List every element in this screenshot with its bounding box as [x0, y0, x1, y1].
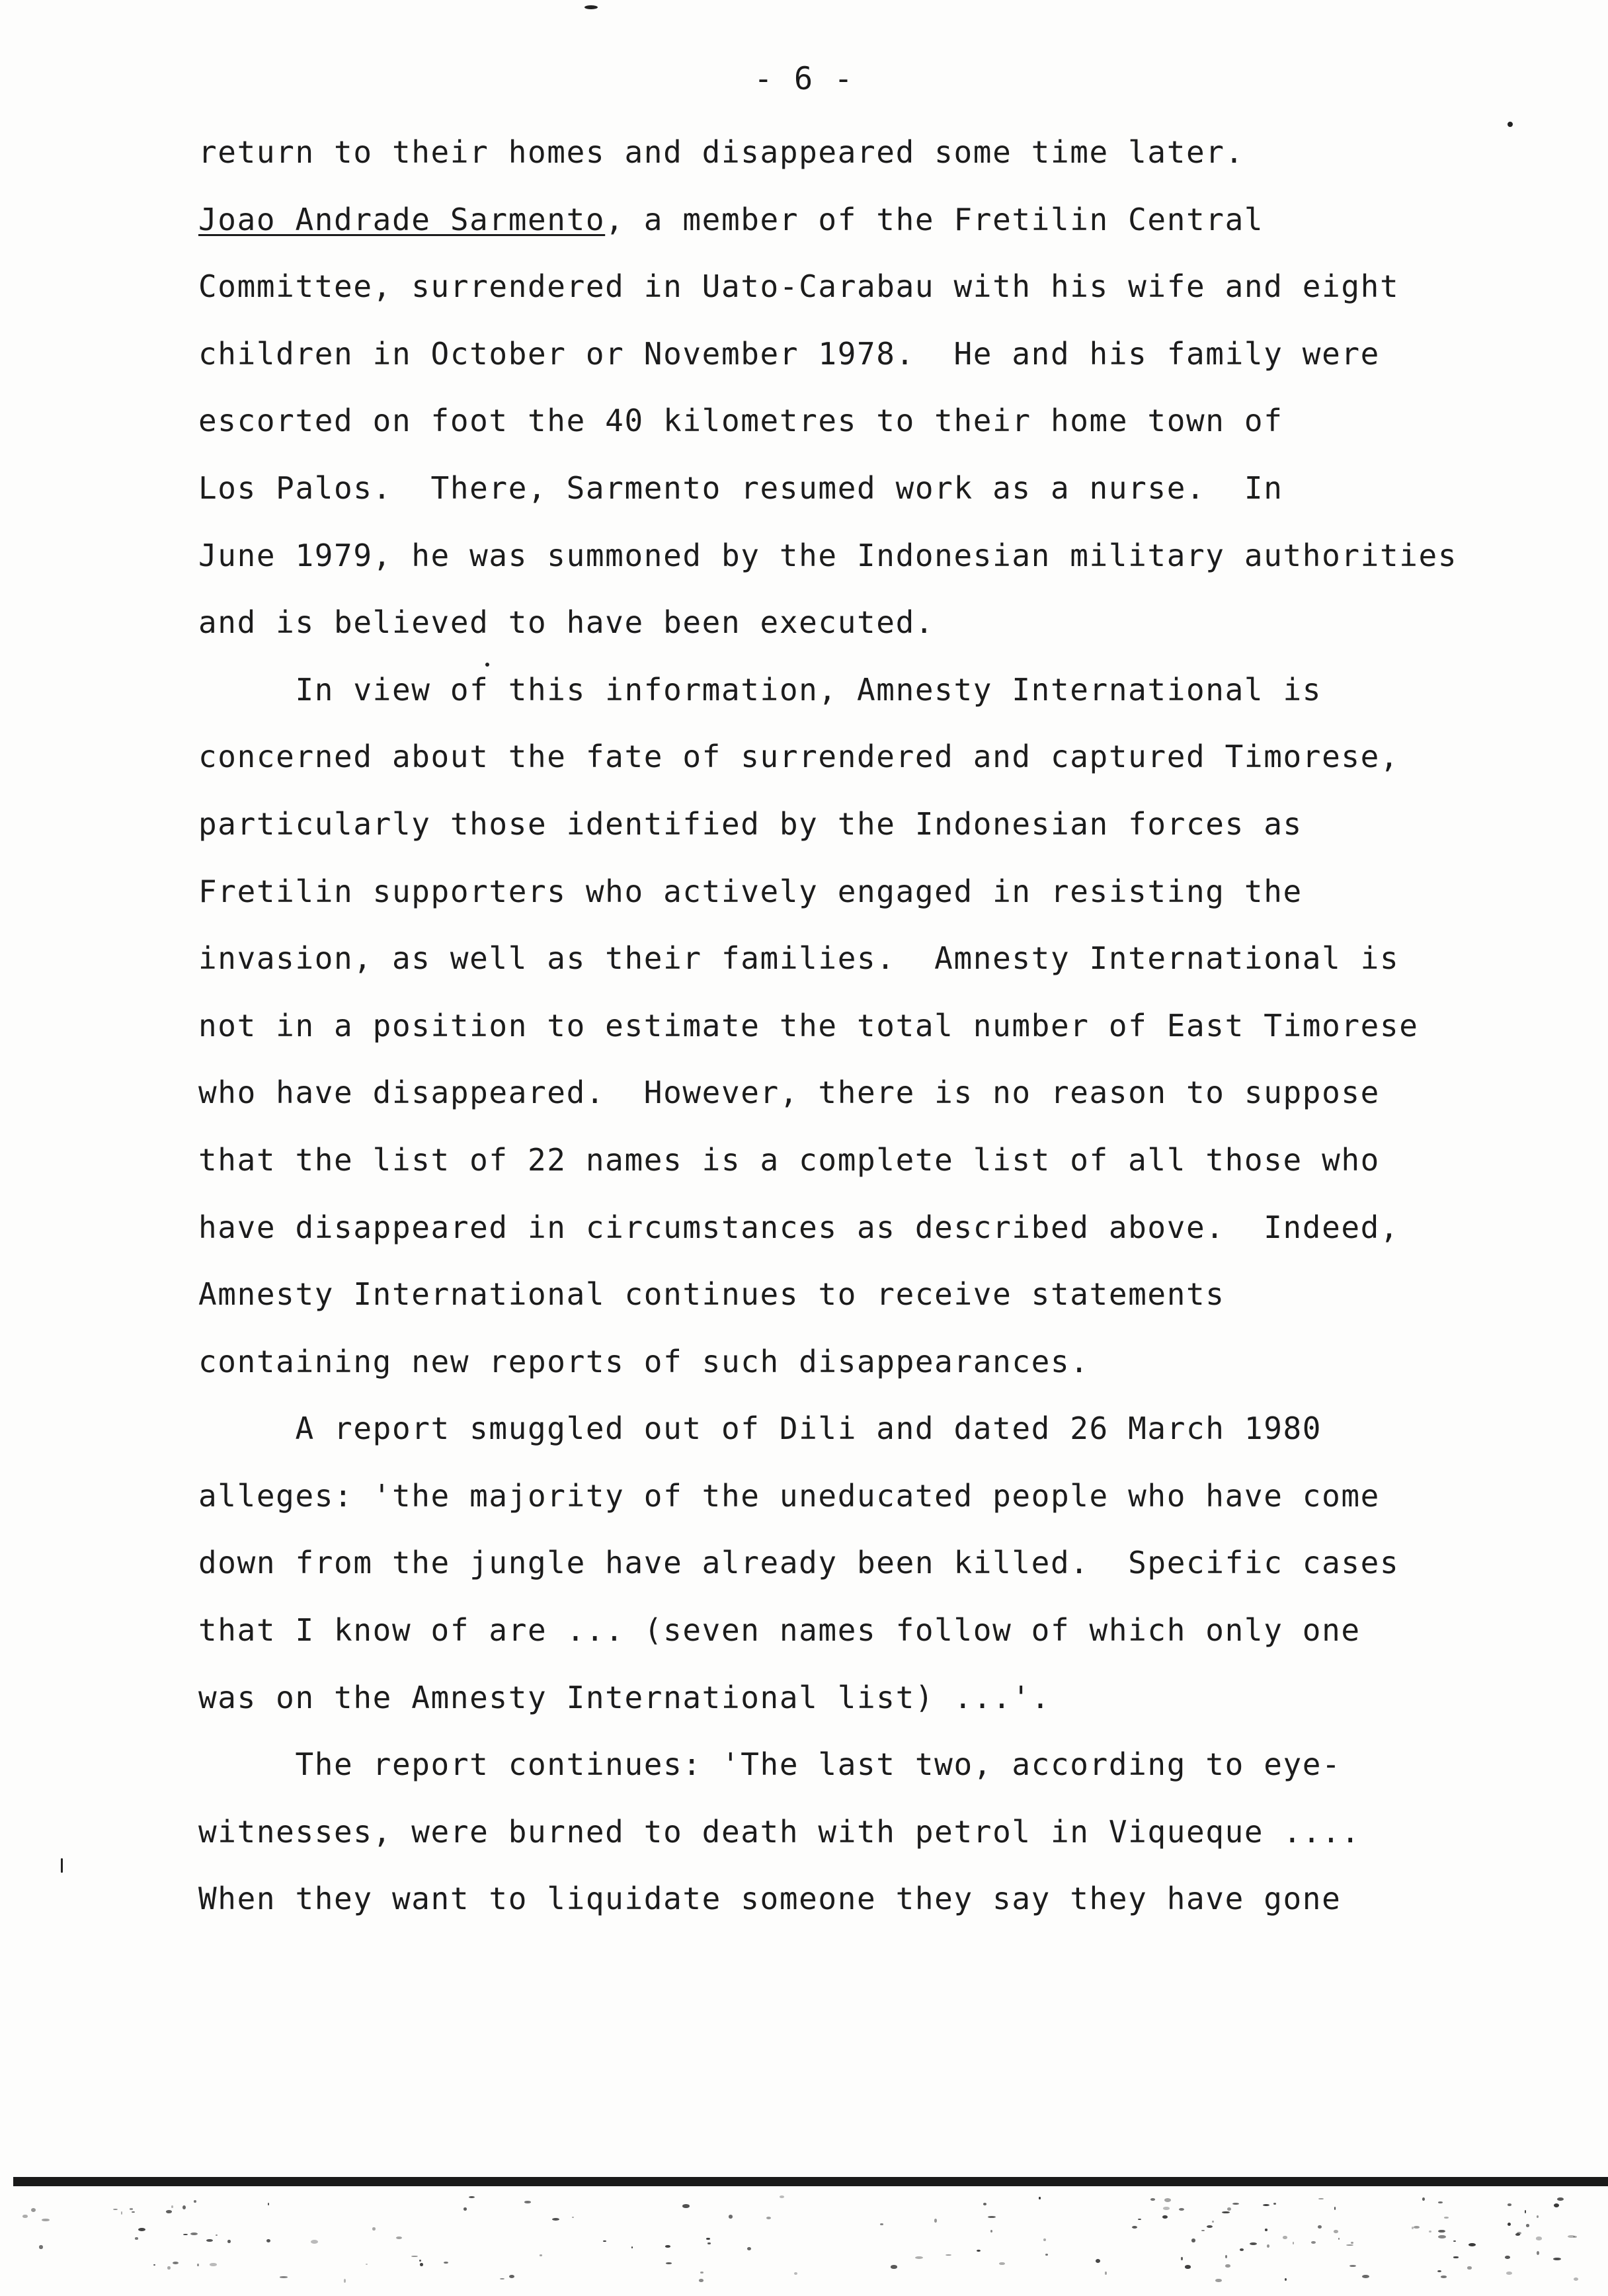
- text-line: that I know of are ... (seven names follow of which only one: [198, 1612, 1361, 1649]
- scan-speck: [1444, 2217, 1449, 2218]
- scan-speck: [729, 2215, 733, 2219]
- scan-speck: [1045, 2254, 1048, 2256]
- scan-speck: [31, 2208, 36, 2212]
- text-line: and is believed to have been executed.: [198, 604, 935, 641]
- scan-speck: [699, 2279, 704, 2282]
- scan-speck: [167, 2266, 170, 2270]
- scan-speck: [420, 2263, 423, 2266]
- scan-speck: [603, 2240, 606, 2242]
- scan-speck: [132, 2211, 135, 2213]
- scan-speck: [1105, 2272, 1106, 2275]
- scan-speck: [1163, 2207, 1170, 2210]
- scan-speck: [1318, 2198, 1324, 2200]
- scan-speck: [1508, 2203, 1511, 2205]
- scan-speck: [1505, 2256, 1510, 2259]
- scan-speck: [280, 2276, 288, 2277]
- text-line: Los Palos. There, Sarmento resumed work as a nurse. In: [198, 470, 1283, 506]
- scan-speck: [227, 2240, 231, 2244]
- scan-speck: [190, 2233, 198, 2235]
- scan-speck: [1150, 2198, 1155, 2201]
- paragraph-start-line: A report smuggled out of Dili and dated 26 March 1980: [198, 1411, 1322, 1447]
- scan-speck: [880, 2223, 884, 2225]
- scan-speck: [396, 2236, 402, 2239]
- scan-speck: [1508, 2223, 1511, 2226]
- scan-speck: [1438, 2230, 1445, 2233]
- scan-speck: [682, 2204, 690, 2207]
- text-line: have disappeared in circumstances as described above. Indeed,: [198, 1209, 1400, 1245]
- scan-speck: [138, 2228, 145, 2231]
- scan-speck: [1185, 2265, 1191, 2269]
- scan-speck: [39, 2245, 42, 2248]
- scan-speck: [1574, 2277, 1579, 2281]
- scan-speck: [572, 2217, 575, 2219]
- scan-speck: [1207, 2225, 1213, 2228]
- scan-speck: [182, 2205, 186, 2209]
- scan-speck: [210, 2263, 217, 2266]
- scan-speck: [1201, 2230, 1205, 2231]
- scan-speck: [1318, 2225, 1322, 2229]
- scan-speck: [1191, 2238, 1195, 2242]
- scan-speck: [977, 2250, 981, 2252]
- scan-speck: [1351, 2242, 1354, 2244]
- scan-speck: [113, 2209, 118, 2210]
- paragraph-start-line: The report continues: 'The last two, according to eye-: [198, 1746, 1342, 1783]
- scan-speck: [485, 663, 489, 667]
- scan-speck: [419, 2260, 421, 2262]
- body-text: [198, 119, 1521, 1933]
- text-line: witnesses, were burned to death with petrol in Viqueque ....: [198, 1813, 1361, 1850]
- text-line: Committee, surrendered in Uato-Carabau with his wife and eight: [198, 268, 1400, 305]
- scan-speck: [1334, 2230, 1338, 2233]
- scan-speck: [766, 2217, 771, 2219]
- scan-speck: [206, 2239, 213, 2242]
- scan-speck: [1225, 2264, 1230, 2268]
- scan-speck: [934, 2219, 937, 2222]
- text-line: return to their homes and disappeared some time later.: [198, 134, 1244, 170]
- footer-scan-rule: [13, 2177, 1608, 2186]
- scan-speck: [1039, 2197, 1041, 2199]
- scan-speck: [1227, 2207, 1231, 2211]
- scan-speck: [266, 2239, 270, 2242]
- scan-speck: [268, 2203, 269, 2205]
- scan-speck: [1453, 2256, 1459, 2258]
- scan-speck: [1437, 2270, 1441, 2273]
- scan-speck: [1181, 2257, 1182, 2260]
- scan-speck: [372, 2227, 376, 2230]
- text-line: concerned about the fate of surrendered and captured Timorese,: [198, 739, 1400, 775]
- scan-speck: [469, 2196, 475, 2198]
- scan-speck: [915, 2256, 922, 2259]
- scan-speck: [1506, 2272, 1512, 2275]
- scan-speck: [999, 2262, 1005, 2266]
- scan-speck: [463, 2207, 467, 2211]
- text-line-rest: , a member of the Fretilin Central: [605, 201, 1264, 237]
- scan-speck: [1553, 2258, 1560, 2260]
- scan-speck: [524, 2201, 530, 2203]
- scan-speck: [1536, 2236, 1542, 2240]
- scan-speck: [1438, 2235, 1446, 2239]
- scan-speck: [197, 2264, 198, 2266]
- scan-speck: [1412, 2227, 1414, 2229]
- scan-speck: [1138, 2219, 1142, 2220]
- text-line: Amnesty International continues to receive statements: [198, 1276, 1225, 1313]
- scan-speck: [1285, 2278, 1287, 2281]
- scan-speck: [173, 2262, 179, 2264]
- scan-speck: [121, 2211, 123, 2215]
- scan-speck: [584, 5, 598, 9]
- scan-speck: [311, 2240, 318, 2244]
- scan-speck: [1263, 2204, 1269, 2206]
- text-line: When they want to liquidate someone they say they have gone: [198, 1881, 1342, 1917]
- scan-speck: [700, 2272, 704, 2274]
- scan-speck: [540, 2254, 542, 2256]
- scan-speck: [1334, 2207, 1336, 2210]
- scan-speck: [1441, 2276, 1447, 2278]
- scan-speck: [153, 2264, 155, 2266]
- scan-speck: [366, 2264, 368, 2266]
- text-line: down from the jungle have already been killed. Specific cases: [198, 1545, 1400, 1581]
- scan-speck: [1526, 2224, 1529, 2227]
- text-line: escorted on foot the 40 kilometres to their home town of: [198, 403, 1283, 439]
- scan-speck: [1273, 2203, 1276, 2205]
- scan-speck: [1179, 2208, 1184, 2211]
- scan-speck: [1240, 2248, 1244, 2251]
- scan-speck: [891, 2265, 897, 2268]
- scan-speck: [500, 2278, 504, 2279]
- scan-speck: [216, 2234, 218, 2236]
- scan-speck: [1250, 2242, 1258, 2246]
- scan-speck: [1162, 2215, 1168, 2219]
- scan-speck: [22, 2215, 28, 2217]
- text-line: children in October or November 1978. He and his family were: [198, 335, 1380, 372]
- scan-speck: [194, 2200, 197, 2203]
- scan-speck: [130, 2208, 133, 2209]
- scan-speck: [747, 2247, 751, 2250]
- text-line: alleges: 'the majority of the uneducated people who have come: [198, 1477, 1380, 1514]
- scan-speck: [780, 2195, 784, 2198]
- scan-speck: [135, 2237, 138, 2240]
- text-line: invasion, as well as their families. Amnesty International is: [198, 940, 1400, 977]
- scan-speck: [61, 1858, 63, 1873]
- text-line: Fretilin supporters who actively engaged in resisting the: [198, 873, 1303, 909]
- scan-speck: [509, 2275, 514, 2278]
- scan-speck: [1164, 2198, 1171, 2202]
- scan-speck: [794, 2272, 797, 2275]
- scan-speck: [1422, 2197, 1425, 2201]
- scan-speck: [1438, 2201, 1443, 2203]
- text-line: was on the Amnesty International list) ...'.: [198, 1679, 1051, 1715]
- scan-speck: [983, 2203, 986, 2205]
- scan-speck: [411, 2256, 418, 2257]
- scan-speck: [344, 2279, 346, 2282]
- scan-speck: [1453, 2240, 1456, 2242]
- scan-noise-band: [0, 2195, 1608, 2296]
- scan-speck: [444, 2262, 448, 2264]
- scan-speck: [706, 2238, 710, 2240]
- scan-speck: [1043, 2238, 1046, 2242]
- text-line: June 1979, he was summoned by the Indonesian military authorities: [198, 537, 1458, 573]
- scan-speck: [1215, 2279, 1222, 2283]
- scan-speck: [1515, 2233, 1520, 2236]
- scan-speck: [1225, 2255, 1227, 2258]
- text-line: [198, 186, 1521, 254]
- scan-speck: [183, 2234, 188, 2235]
- text-line: containing new reports of such disappearances.: [198, 1343, 1090, 1379]
- text-line: not in a position to estimate the total number of East Timorese: [198, 1007, 1419, 1044]
- scan-speck: [1222, 2211, 1230, 2213]
- paragraph-start-line: In view of this information, Amnesty International is: [198, 671, 1322, 708]
- scan-speck: [1293, 2242, 1295, 2244]
- underlined-name: Joao Andrade Sarmento: [198, 201, 606, 237]
- scan-speck: [1096, 2259, 1100, 2263]
- scan-speck: [1467, 2266, 1471, 2269]
- scan-speck: [166, 2210, 173, 2213]
- scan-speck: [631, 2246, 633, 2248]
- scan-speck: [1132, 2226, 1138, 2229]
- text-line: that the list of 22 names is a complete list of all those who: [198, 1141, 1380, 1178]
- scan-speck: [945, 2254, 951, 2256]
- scan-speck: [171, 2205, 174, 2207]
- scan-speck: [1525, 2210, 1526, 2213]
- scan-speck: [1508, 122, 1513, 127]
- scan-speck: [1537, 2251, 1539, 2255]
- scan-speck: [552, 2218, 559, 2221]
- scan-speck: [42, 2219, 50, 2221]
- scan-speck: [1346, 2244, 1353, 2246]
- scan-speck: [1311, 2241, 1316, 2244]
- scan-speck: [990, 2230, 992, 2233]
- scan-speck: [666, 2262, 672, 2264]
- scan-speck: [1468, 2243, 1476, 2246]
- scan-speck: [1554, 2203, 1559, 2207]
- scan-speck: [1557, 2197, 1564, 2201]
- scan-speck: [665, 2245, 670, 2248]
- scan-speck: [1338, 2238, 1340, 2240]
- scan-speck: [1414, 2226, 1420, 2229]
- scan-speck: [1362, 2275, 1369, 2278]
- scan-speck: [1212, 2221, 1214, 2222]
- text-line: particularly those identified by the Indonesian forces as: [198, 805, 1303, 842]
- scan-speck: [1349, 2265, 1356, 2267]
- scan-speck: [707, 2242, 711, 2244]
- scan-speck: [1232, 2203, 1239, 2205]
- scan-speck: [1429, 2231, 1431, 2233]
- scan-speck: [1265, 2229, 1267, 2231]
- scan-speck: [1267, 2244, 1269, 2248]
- scan-speck: [1537, 2215, 1539, 2219]
- page-number: - 6 -: [754, 61, 854, 97]
- scan-speck: [988, 2216, 995, 2218]
- text-line: who have disappeared. However, there is no reason to suppose: [198, 1075, 1380, 1111]
- scan-speck: [1283, 2236, 1287, 2239]
